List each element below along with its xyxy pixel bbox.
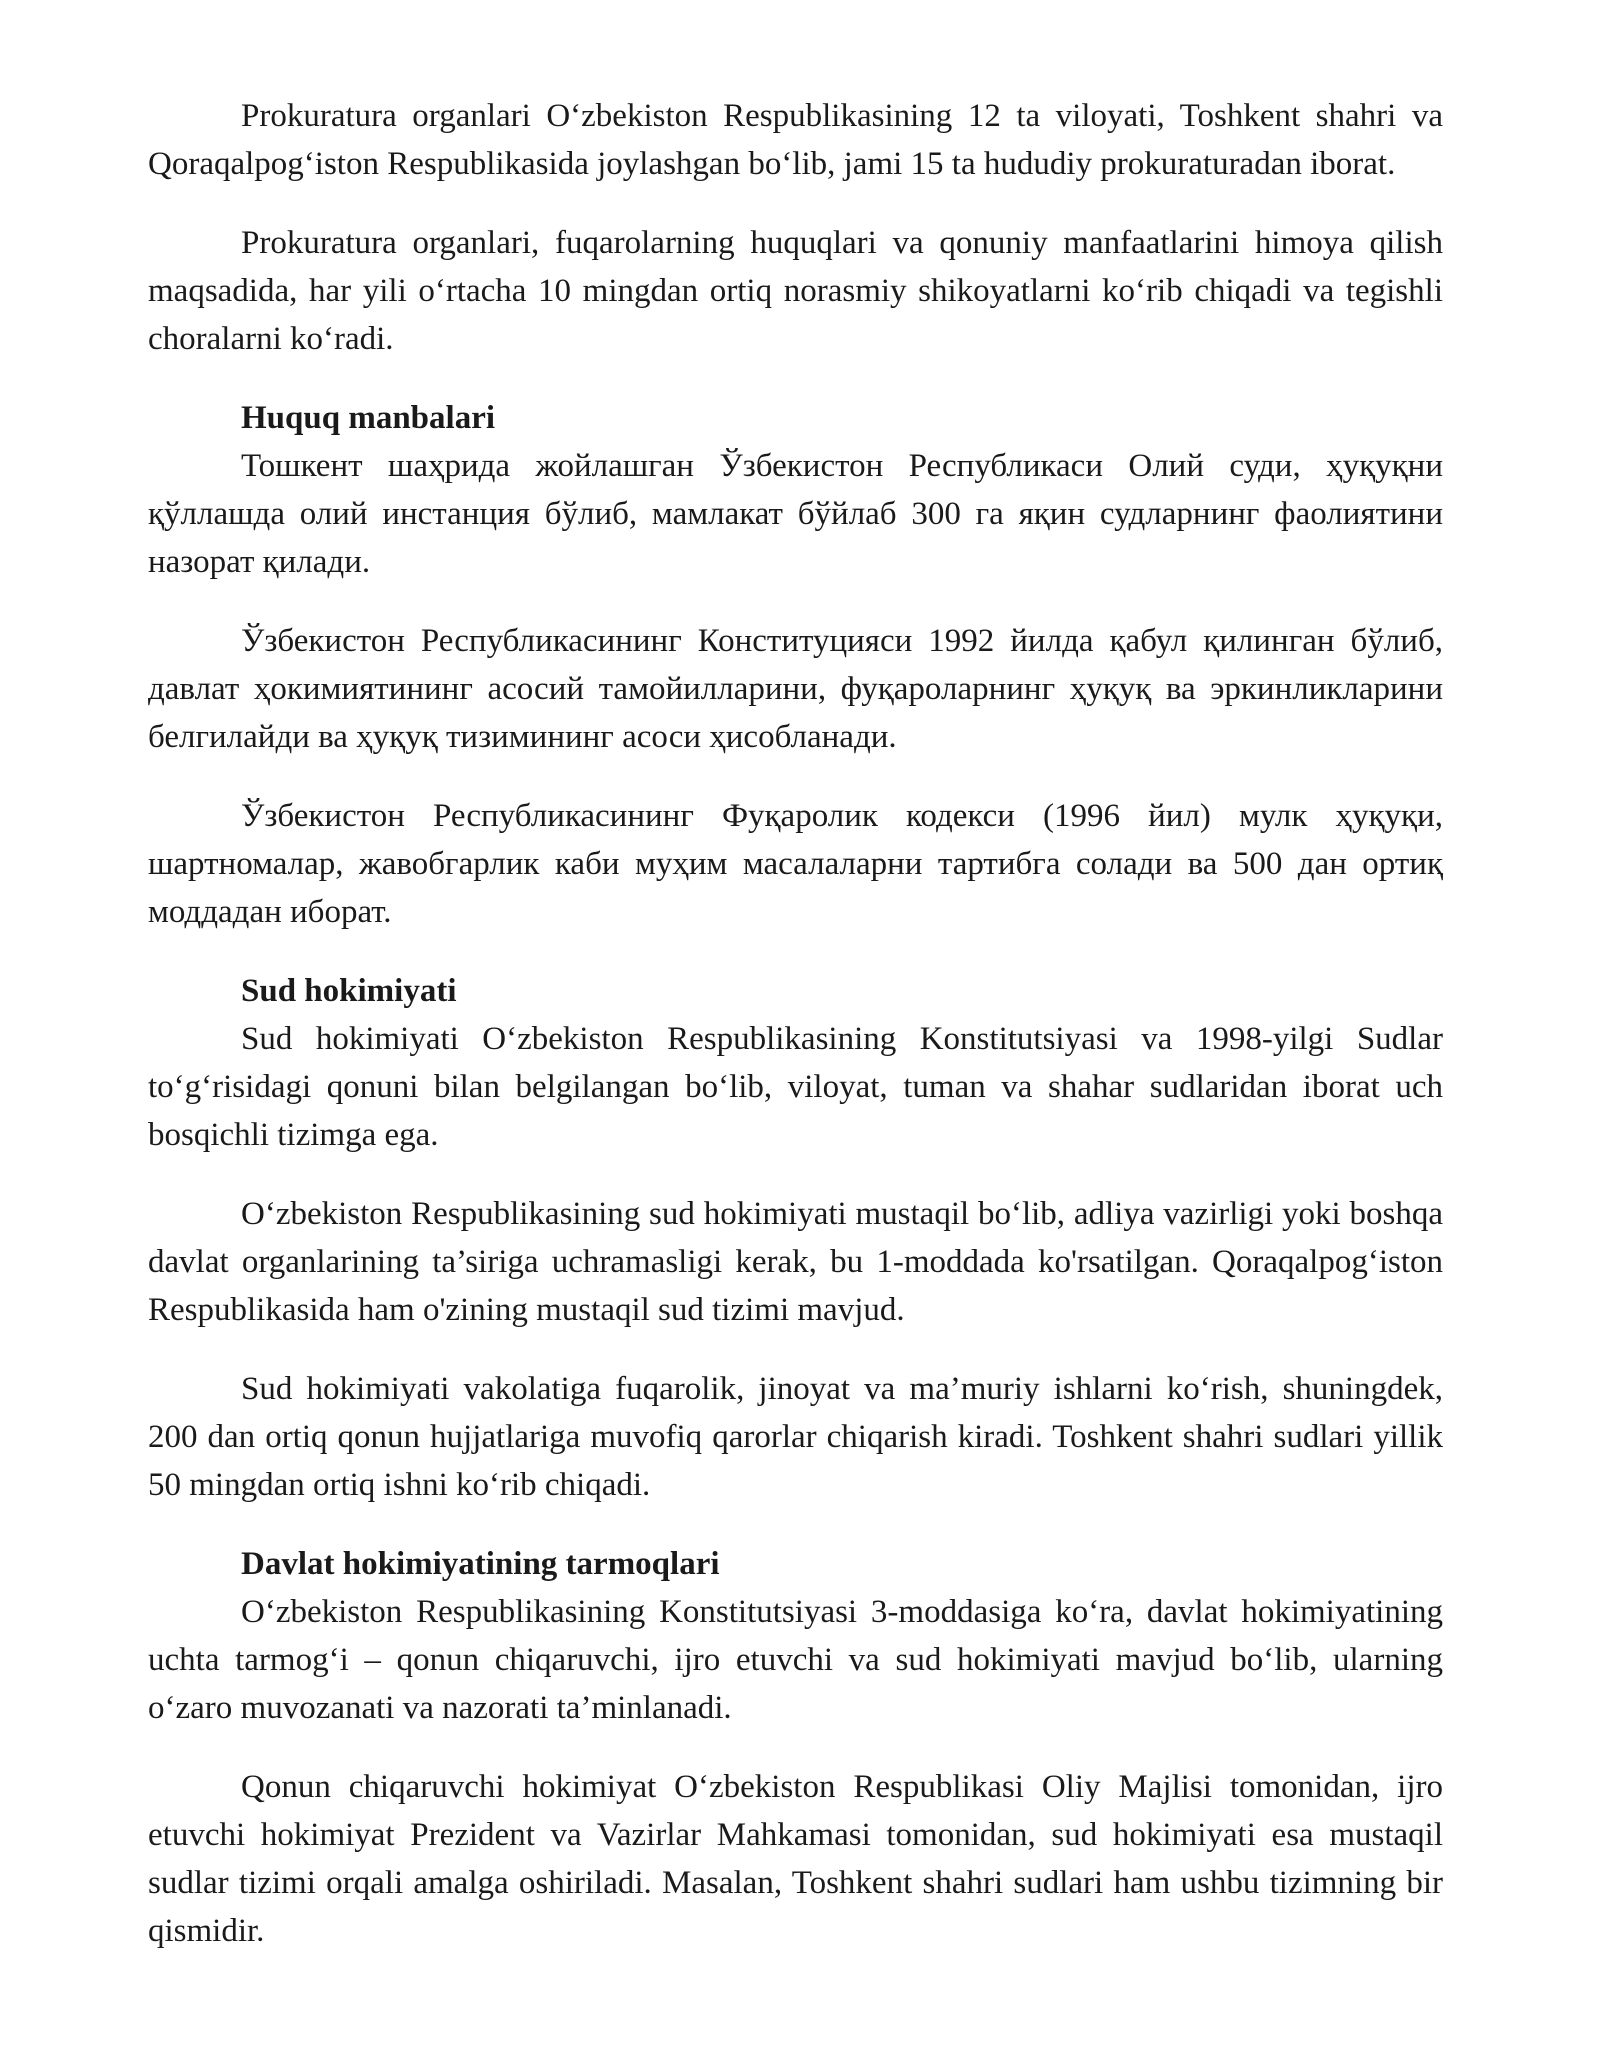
section-heading: Huquq manbalari: [241, 400, 496, 436]
paragraph-prosecutor-regions: Prokuratura organlari O‘zbekiston Respublikasining 12 ta viloyati, Toshkent shahri va Qoraqalpog‘iston Respublikasida joylashgan bo‘lib, jami 15 ta hududiy prokuraturadan iborat.: [148, 98, 1443, 182]
paragraph-court-system: Sud hokimiyati O‘zbekiston Respublikasining Konstitutsiyasi va 1998-yilgi Sudlar to‘g‘risidagi qonuni bilan belgilangan bo‘lib, viloyat, tuman va shahar sudlaridan iborat uch bosqichli tizimga ega.: [148, 1021, 1443, 1153]
paragraph-court-jurisdiction: Sud hokimiyati vakolatiga fuqarolik, jinoyat va ma’muriy ishlarni ko‘rish, shuningdek, 200 dan ortiq qonun hujjatlariga muvofiq qarorlar chiqarish kiradi. Toshkent shahri sudlari yillik 50 mingdan ortiq ishni ko‘rib chiqadi.: [148, 1371, 1443, 1503]
paragraph-branch-institutions: Qonun chiqaruvchi hokimiyat O‘zbekiston Respublikasi Oliy Majlisi tomonidan, ijro etuvchi hokimiyat Prezident va Vazirlar Mahkamasi tomonidan, sud hokimiyati esa mustaqil sudlar tizimi orqali amalga oshiriladi. Masalan, Toshkent shahri sudlari ham ushbu tizimning bir qismidir.: [148, 1769, 1443, 1949]
paragraph-prosecutor-complaints: Prokuratura organlari, fuqarolarning huquqlari va qonuniy manfaatlarini himoya qilish maqsadida, har yili o‘rtacha 10 mingdan ortiq norasmiy shikoyatlarni ko‘rib chiqadi va tegishli choralarni ko‘radi.: [148, 225, 1443, 357]
paragraph-court-independence: O‘zbekiston Respublikasining sud hokimiyati mustaqil bo‘lib, adliya vazirligi yoki boshqa davlat organlarining ta’siriga uchramasligi kerak, bu 1-moddada ko'rsatilgan. Qoraqalpog‘iston Respublikasida ham o'zining mustaqil sud tizimi mavjud.: [148, 1196, 1443, 1328]
paragraph-constitution: Ўзбекистон Республикасининг Конституцияси 1992 йилда қабул қилинган бўлиб, давлат ҳокимиятининг асосий тамойилларини, фуқароларнинг ҳуқуқ ва эркинликларини белгилайди ва ҳуқуқ тизимининг асоси ҳисобланади.: [148, 623, 1443, 755]
paragraph-supreme-court: Тошкент шаҳрида жойлашган Ўзбекистон Республикаси Олий суди, ҳуқуқни қўллашда олий инстанция бўлиб, мамлакат бўйлаб 300 га яқин судларнинг фаолиятини назорат қилади.: [148, 448, 1443, 580]
section-heading: Sud hokimiyati: [241, 973, 457, 1009]
section-branches-of-power: [148, 1540, 1443, 1955]
section-judicial-power: [148, 967, 1443, 1509]
document-page: [148, 92, 1443, 1986]
paragraph-three-branches: O‘zbekiston Respublikasining Konstitutsiyasi 3-moddasiga ko‘ra, davlat hokimiyatining uchta tarmog‘i – qonun chiqaruvchi, ijro etuvchi va sud hokimiyati mavjud bo‘lib, ularning o‘zaro muvozanati va nazorati ta’minlanadi.: [148, 1594, 1443, 1726]
section-heading: Davlat hokimiyatining tarmoqlari: [241, 1546, 720, 1582]
paragraph-civil-code: Ўзбекистон Республикасининг Фуқаролик кодекси (1996 йил) мулк ҳуқуқи, шартномалар, жавобгарлик каби муҳим масалаларни тартибга солади ва 500 дан ортиқ моддадан иборат.: [148, 798, 1443, 930]
section-sources-of-law: [148, 394, 1443, 936]
